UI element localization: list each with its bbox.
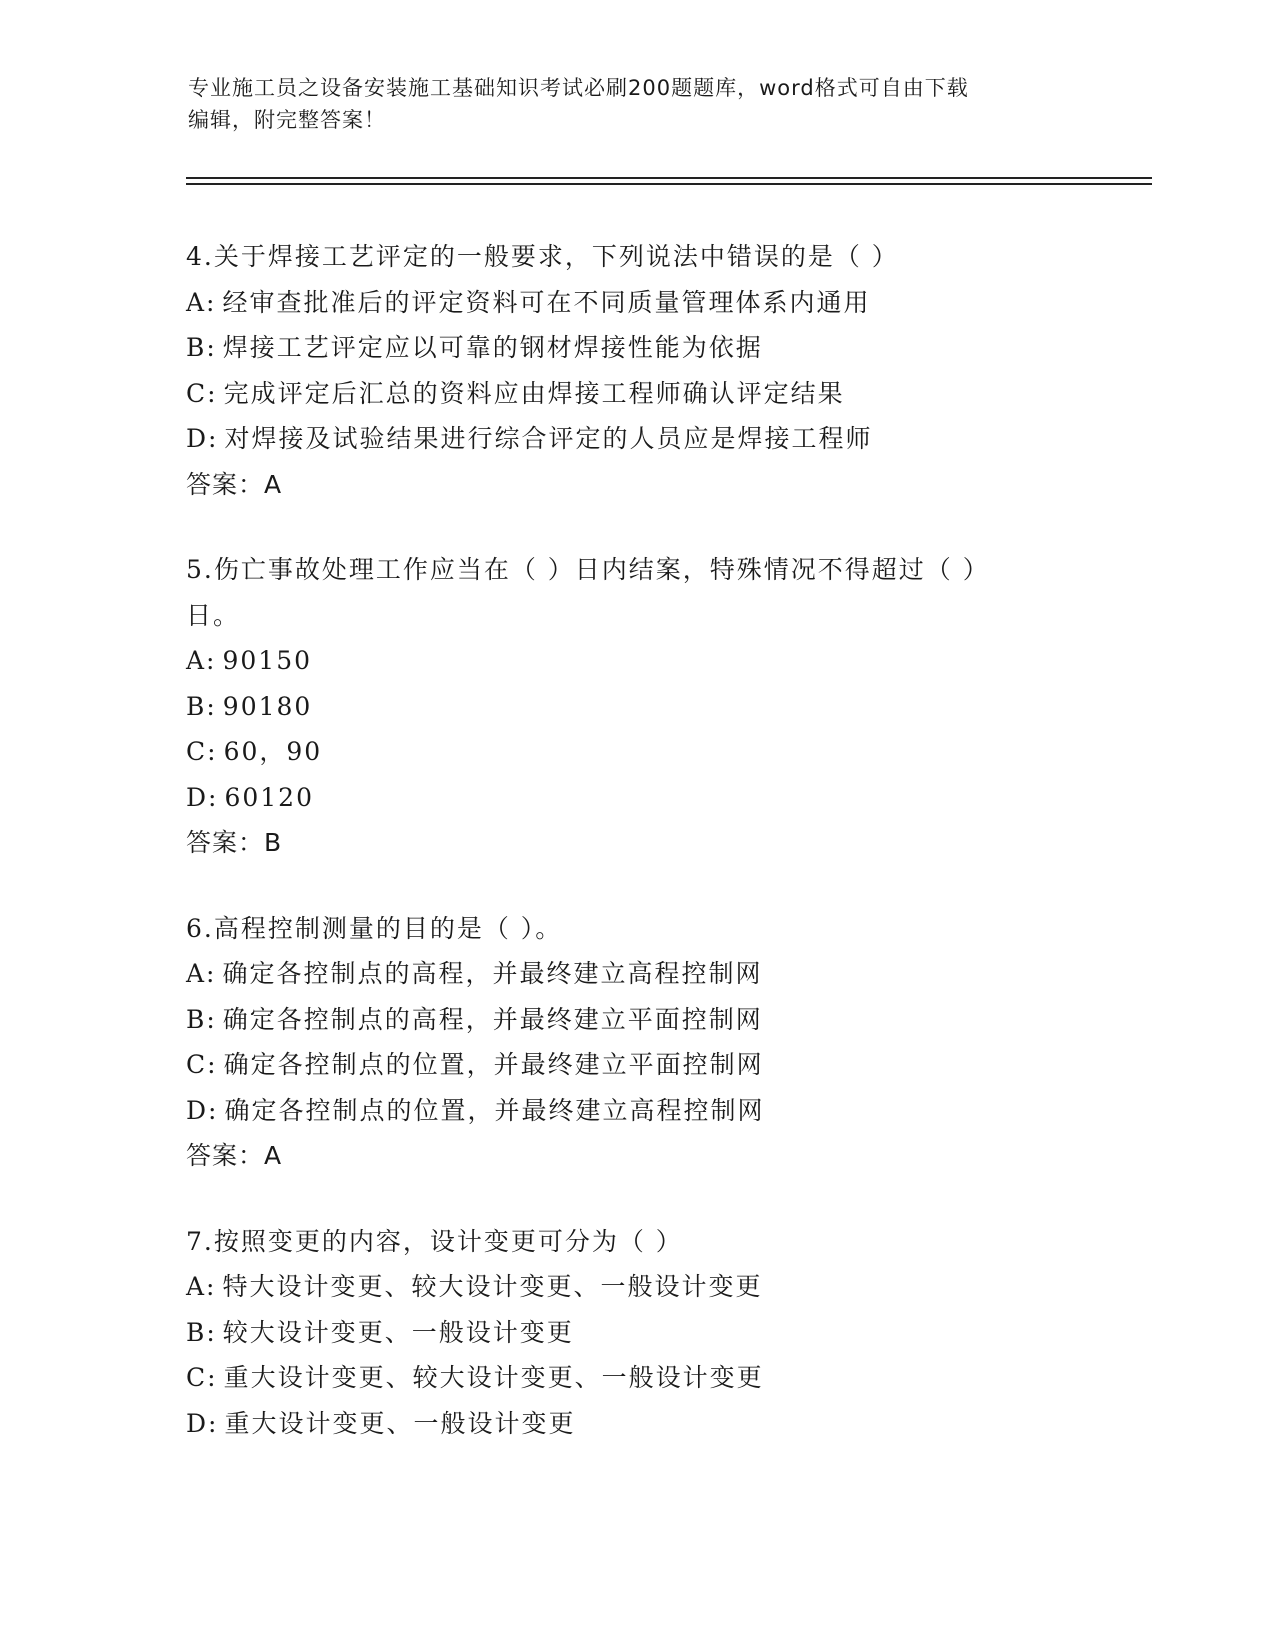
option-row [186,951,1086,997]
option-row [186,1401,1086,1447]
option-row [186,280,1086,326]
option-row [186,775,1086,821]
question-block [186,906,1086,1179]
option-text: 对焊接及试验结果进行综合评定的人员应是焊接工程师 [224,424,873,453]
option-letter: B: [186,333,217,362]
option-letter: C: [186,1050,218,1079]
option-text: 60120 [224,782,314,812]
option-text: 90150 [222,646,313,675]
option-row [186,1088,1086,1134]
question-stem: 4.关于焊接工艺评定的一般要求，下列说法中错误的是（ ） [186,242,899,271]
option-letter: D: [186,424,219,453]
option-row [186,1355,1086,1401]
option-text: 60，90 [223,737,323,766]
option-letter: A: [186,1272,217,1301]
header-divider-top [186,177,1152,179]
answer-line: 答案：B [186,828,283,857]
option-text: 较大设计变更、一般设计变更 [222,1317,574,1347]
option-row [186,1264,1086,1310]
option-text: 确定各控制点的位置，并最终建立平面控制网 [223,1050,764,1079]
header-divider-bottom [186,183,1152,185]
option-text: 90180 [222,691,313,721]
question-stem: 日。 [186,600,241,630]
option-row [186,729,1086,775]
option-letter: C: [186,378,218,408]
option-text: 确定各控制点的位置，并最终建立高程控制网 [224,1095,765,1125]
question-list [186,234,1086,1486]
option-text: 重大设计变更、一般设计变更 [224,1408,576,1438]
option-text: 焊接工艺评定应以可靠的钢材焊接性能为依据 [222,333,763,362]
option-text: 特大设计变更、较大设计变更、一般设计变更 [222,1272,763,1301]
option-text: 重大设计变更、较大设计变更、一般设计变更 [223,1363,764,1392]
option-row [186,684,1086,730]
option-letter: B: [186,1317,217,1347]
question-block [186,1219,1086,1447]
option-letter: A: [186,287,217,317]
option-letter: D: [186,1408,219,1438]
option-row [186,416,1086,462]
question-stem: 7.按照变更的内容，设计变更可分为（ ） [186,1226,683,1256]
question-block [186,547,1086,866]
option-letter: C: [186,737,218,766]
option-row [186,997,1086,1043]
option-row [186,1042,1086,1088]
option-row [186,325,1086,371]
question-stem: 5.伤亡事故处理工作应当在（ ）日内结案，特殊情况不得超过（ ） [186,555,990,584]
option-row [186,371,1086,417]
option-letter: B: [186,1004,217,1034]
question-stem: 6.高程控制测量的目的是（ ）。 [186,913,563,943]
header-title-line-1: 专业施工员之设备安装施工基础知识考试必刷200题题库，word格式可自由下载 [188,76,969,100]
option-text: 经审查批准后的评定资料可在不同质量管理体系内通用 [222,287,871,317]
document-header [188,72,1068,136]
option-letter: A: [186,646,217,675]
header-title-line-2: 编辑，附完整答案！ [188,108,386,132]
option-row [186,638,1086,684]
option-text: 确定各控制点的高程，并最终建立平面控制网 [222,1004,763,1034]
answer-line: 答案：A [186,1141,283,1170]
option-letter: B: [186,691,217,721]
question-block [186,234,1086,507]
option-letter: A: [186,959,217,988]
option-text: 确定各控制点的高程，并最终建立高程控制网 [222,959,763,988]
option-letter: D: [186,782,219,812]
option-letter: C: [186,1363,218,1392]
option-letter: D: [186,1095,219,1125]
answer-line: 答案：A [186,469,283,499]
option-text: 完成评定后汇总的资料应由焊接工程师确认评定结果 [223,378,845,408]
option-row [186,1310,1086,1356]
